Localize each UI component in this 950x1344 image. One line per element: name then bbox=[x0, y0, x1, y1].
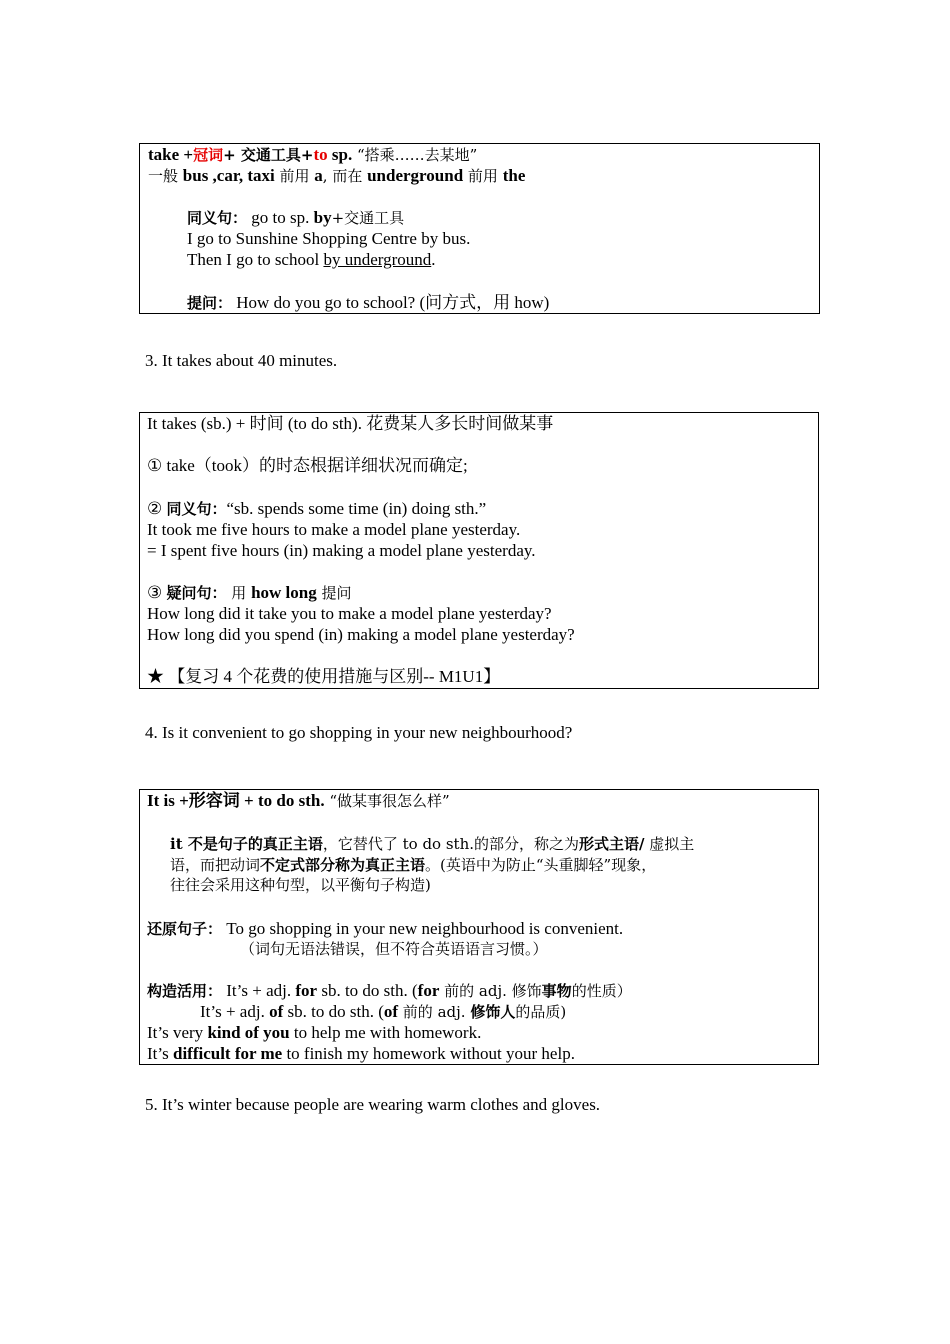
box2-tense-note: ① take（took）的时态根据详细状况而确定; bbox=[147, 456, 468, 475]
box2-line1: It takes (sb.) + 时间 (to do sth). 花费某人多长时间做某事 bbox=[147, 414, 554, 433]
item-4: 4. Is it convenient to go shopping in your new neighbourhood? bbox=[145, 723, 573, 742]
box1-synonym-line: 同义句： go to sp. by+交通工具 bbox=[187, 208, 405, 227]
box2-question-line: ③ 疑问句： 用 how long 提问 bbox=[147, 583, 352, 602]
item-5: 5. It’s winter because people are wearing warm clothes and gloves. bbox=[145, 1095, 601, 1114]
box2-example-4: How long did you spend (in) making a model plane yesterday? bbox=[147, 625, 575, 644]
box1-line1: take +冠词+ 交通工具+to sp. “搭乘……去某地” bbox=[148, 145, 478, 164]
box3-explain-2: 语，而把动词不定式部分称为真正主语。(英语中为防止“头重脚轻”现象， bbox=[170, 856, 657, 874]
box2-example-2: = I spent five hours (in) making a model plane yesterday. bbox=[147, 541, 536, 560]
box2-example-3: How long did it take you to make a model plane yesterday? bbox=[147, 604, 552, 623]
box3-explain-1: it 不是句子的真正主语，它替代了 to do sth.的部分，称之为形式主语/ 虚拟主 bbox=[170, 835, 695, 853]
item-3: 3. It takes about 40 minutes. bbox=[145, 351, 338, 370]
box3-restore-line: 还原句子： To go shopping in your new neighbourhood is convenient. bbox=[147, 919, 624, 938]
box3-usage-of: It’s + adj. of sb. to do sth. (of 前的 adj. 修饰人的品质) bbox=[200, 1002, 567, 1021]
box3-example-2: It’s difficult for me to finish my homework without your help. bbox=[147, 1044, 575, 1063]
box2-synonym-line: ② 同义句：“sb. spends some time (in) doing sth.” bbox=[147, 499, 487, 518]
box1-line2: 一般 bus ,car, taxi 前用 a, 而在 underground 前用 the bbox=[148, 166, 526, 185]
box3-example-1: It’s very kind of you to help me with homework. bbox=[147, 1023, 482, 1042]
box2-example-1: It took me five hours to make a model plane yesterday. bbox=[147, 520, 521, 539]
box3-explain-3: 往往会采用这种句型，以平衡句子构造) bbox=[170, 876, 431, 894]
box3-usage-for: 构造活用： It’s + adj. for sb. to do sth. (for 前的 adj. 修饰事物的性质） bbox=[147, 981, 632, 1000]
box2-review-note: ★ 【复习 4 个花费的使用措施与区别-- M1U1】 bbox=[147, 667, 501, 686]
box1-example-1: I go to Sunshine Shopping Centre by bus. bbox=[187, 229, 471, 248]
box3-restore-note: （词句无语法错误，但不符合英语语言习惯。） bbox=[240, 940, 548, 958]
box1-example-2: Then I go to school by underground. bbox=[187, 250, 436, 269]
box1-question-line: 提问： How do you go to school? (问方式，用 how) bbox=[187, 293, 550, 312]
box3-line1: It is +形容词 + to do sth. “做某事很怎么样” bbox=[147, 791, 450, 810]
